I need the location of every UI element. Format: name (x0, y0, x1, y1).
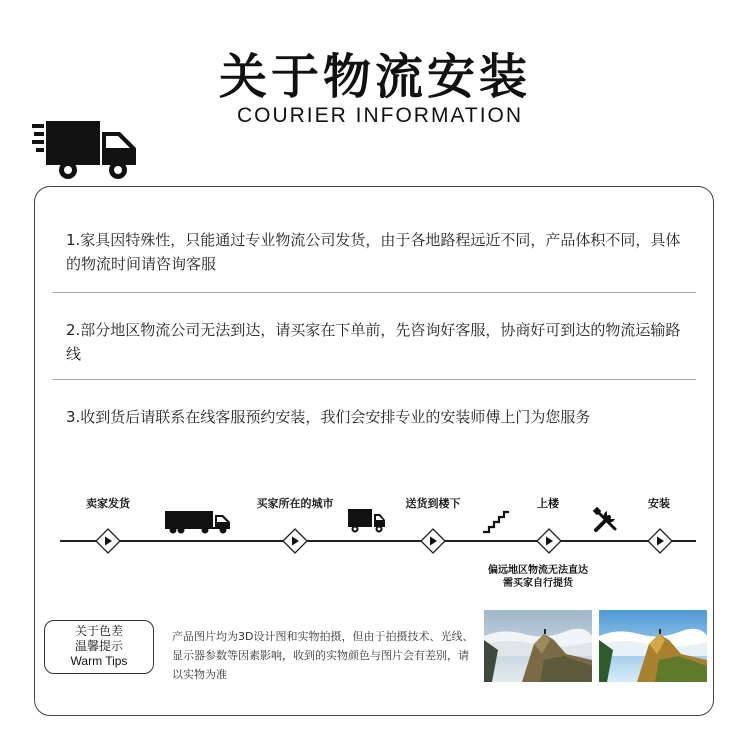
lorry-icon (165, 510, 231, 534)
remote-area-note-line-2: 需买家自行提货 (503, 578, 573, 589)
warm-tips-title-2: 温馨提示 (74, 639, 123, 653)
remote-area-note (478, 564, 598, 590)
divider (52, 379, 696, 380)
remote-area-note-line-1: 偏远地区物流无法直达 (488, 565, 588, 576)
stairs-icon (482, 510, 510, 534)
step-label-1: 卖家发货 (86, 497, 130, 510)
page-subtitle: COURIER INFORMATION (236, 104, 524, 127)
sample-photo-muted (484, 610, 592, 682)
sample-photo-vivid (599, 610, 707, 682)
van-icon (348, 508, 386, 534)
warm-tips-box (44, 620, 154, 674)
page-title: 关于物流安装 (218, 49, 531, 105)
play-icon (95, 528, 121, 554)
play-icon (647, 528, 673, 554)
info-item-3: 3.收到货后请联系在线客服预约安装，我们会安排专业的安装师傅上门为您服务 (66, 408, 591, 426)
info-item-2: 2.部分地区物流公司无法到达，请买家在下单前，先咨询好客服，协商好可到达的物流运输路线 (66, 321, 681, 363)
step-label-3: 送货到楼下 (405, 497, 461, 510)
play-icon (282, 528, 308, 554)
play-icon (420, 528, 446, 554)
step-label-5: 安装 (648, 497, 670, 510)
timeline-line (60, 540, 696, 542)
tools-icon (593, 507, 619, 533)
truck-logo-icon (32, 118, 140, 184)
warm-tips-title-1: 关于色差 (74, 624, 123, 638)
step-label-4: 上楼 (537, 497, 559, 510)
warm-tips-text: 产品图片均为3D设计图和实物拍摄，但由于拍摄技术、光线、显示器参数等因素影响，收到的实物颜色与图片会有差别，请以实物为准 (172, 630, 474, 681)
step-label-2: 买家所在的城市 (256, 497, 334, 510)
warm-tips-title-en: Warm Tips (70, 654, 128, 668)
play-icon (536, 528, 562, 554)
divider (52, 292, 696, 293)
info-item-1: 1.家具因特殊性，只能通过专业物流公司发货，由于各地路程远近不同，产品体积不同，具体的物流时间请咨询客服 (66, 231, 681, 273)
